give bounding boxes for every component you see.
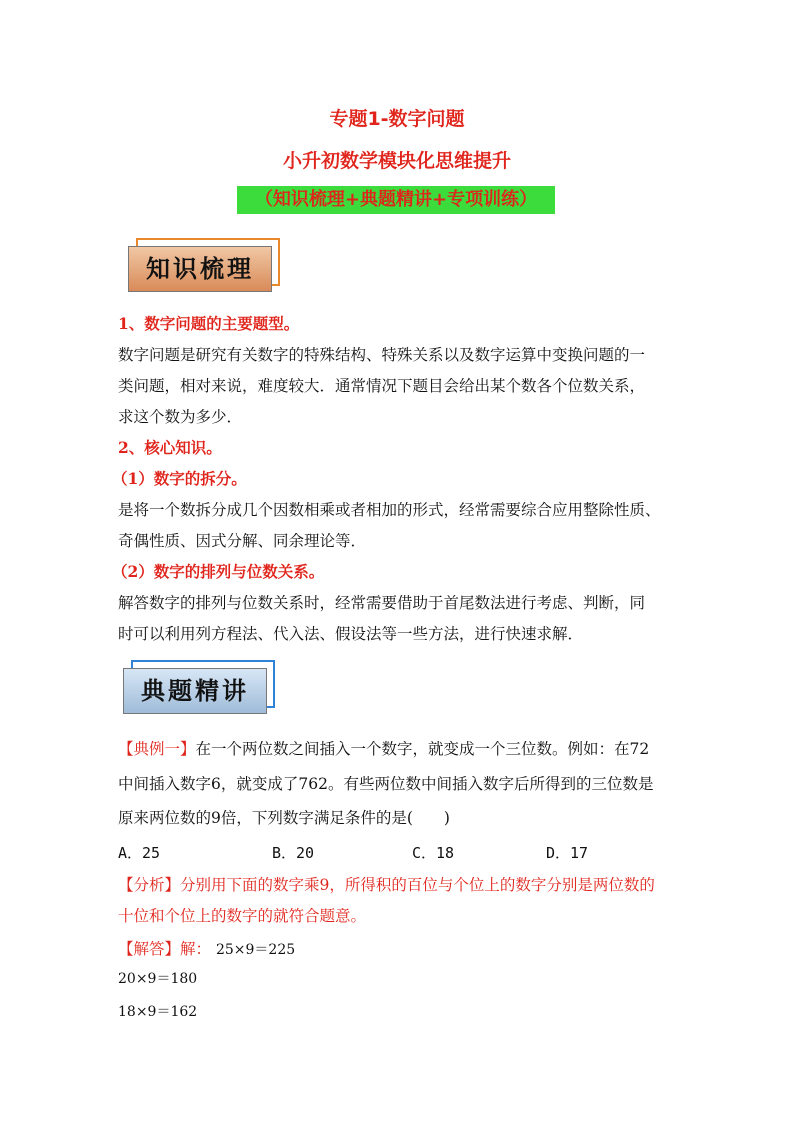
doc-subtitle: 小升初数学模块化思维提升 — [282, 150, 511, 172]
equation: 25×9＝225 — [215, 942, 296, 958]
example-line: 原来两位数的9倍，下列数字满足条件的是( ) — [118, 809, 450, 827]
heading-question-types: 1、数字问题的主要题型。 — [118, 314, 300, 333]
paragraph-line: 数字问题是研究有关数字的特殊结构、特殊关系以及数字运算中变换问题的一 — [118, 346, 646, 364]
paragraph-line: 时可以利用列方程法、代入法、假设法等一些方法，进行快速求解． — [118, 625, 584, 643]
answer-line — [118, 937, 295, 959]
analysis-text: 分别用下面的数字乘9，所得积的百位与个位上的数字分别是两位数的 — [180, 876, 655, 894]
doc-title: 专题1-数字问题 — [329, 108, 465, 130]
paragraph-line: 是将一个数拆分成几个因数相乘或者相加的形式，经常需要综合应用整除性质、 — [118, 501, 661, 519]
subheading-split: （1）数字的拆分。 — [112, 469, 247, 488]
doc-tagline: （知识梳理+典题精讲+专项训练） — [237, 186, 555, 214]
example-text: 在一个两位数之间插入一个数字，就变成一个三位数。例如：在72 — [195, 740, 650, 758]
paragraph-line: 求这个数为多少． — [118, 408, 243, 426]
option-b: B．20 — [272, 844, 315, 862]
analysis-line — [118, 873, 655, 895]
answer-prefix: 解： — [180, 940, 212, 958]
section-banner-examples — [123, 660, 273, 716]
paragraph-line: 类问题，相对来说，难度较大．通常情况下题目会给出某个数各个位数关系， — [118, 377, 646, 395]
option-a: A．25 — [118, 844, 161, 862]
answer-tag: 【解答】 — [118, 940, 181, 958]
equation: 18×9＝162 — [118, 1004, 198, 1020]
heading-core-knowledge: 2、核心知识。 — [118, 438, 222, 457]
example-line: 中间插入数字6，就变成了762。有些两位数中间插入数字后所得到的三位数是 — [118, 775, 654, 793]
example-tag: 【典例一】 — [118, 740, 196, 758]
option-c: C．18 — [412, 844, 455, 862]
banner-label: 知识梳理 — [128, 246, 272, 292]
section-banner-knowledge — [128, 238, 278, 294]
subheading-arrangement: （2）数字的排列与位数关系。 — [112, 562, 325, 581]
paragraph-line: 解答数字的排列与位数关系时，经常需要借助于首尾数法进行考虑、判断，同 — [118, 594, 646, 612]
analysis-tag: 【分析】 — [118, 876, 181, 894]
analysis-line: 十位和个位上的数字的就符合题意。 — [118, 907, 367, 925]
example-line — [118, 737, 649, 759]
banner-label: 典题精讲 — [123, 668, 267, 714]
paragraph-line: 奇偶性质、因式分解、同余理论等． — [118, 532, 367, 550]
option-d: D．17 — [546, 844, 589, 862]
equation: 20×9＝180 — [118, 971, 198, 987]
